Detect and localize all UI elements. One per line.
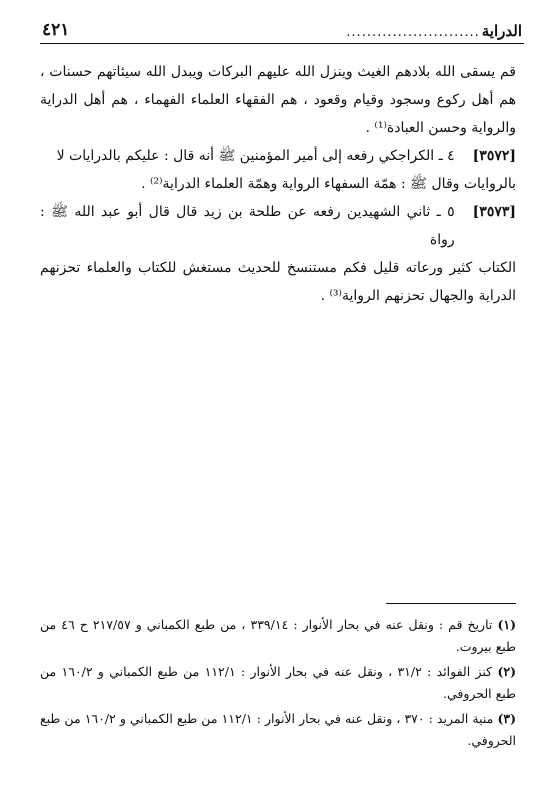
- footnote-text: كنز الفوائد : ٣١/٢ ، ونقل عنه في بحار الأنوار : ١١٢/١ من طبع الكمباني و ١٦٠/٢ من طبع الحروفي.: [40, 664, 516, 701]
- running-title: الدراية: [481, 22, 522, 40]
- footnote-item: [40, 614, 516, 658]
- footnote-item: [40, 708, 516, 752]
- footnote-label: (١): [497, 617, 517, 632]
- footnote-label: (٢): [497, 664, 517, 679]
- footnote-separator: [386, 603, 516, 604]
- header-rule: [40, 43, 524, 44]
- entry-number: [٣٥٧٢]: [472, 148, 516, 164]
- entry-head: [40, 142, 516, 170]
- running-header: [42, 18, 522, 40]
- footnotes: [40, 614, 516, 755]
- footnote-text: تاريخ قم : ونقل عنه في بحار الأنوار : ٣٣٩/١٤ ، من طبع الكمباني و ٢١٧/٥٧ ح ٤٦ من طبع بيروت.: [40, 617, 516, 654]
- header-title-group: [346, 22, 522, 40]
- paragraph: قم يسقى الله بلادهم الغيث وينزل الله عليهم البركات ويبدل الله سيئاتهم حسنات ، هم أهل ركوع وسجود وقيام وقعود ، هم الفقهاء العلماء الفهماء ، هم أهل الدراية والرواية وحسن العبادة⁽¹⁾ .: [40, 64, 516, 136]
- footnote-text: منية المريد : ٣٧٠ ، ونقل عنه في بحار الأنوار : ١١٢/١ من طبع الكمباني و ١٦٠/٢ من طبع الحروفي.: [40, 711, 516, 748]
- leader-dots: ..........................: [346, 25, 480, 40]
- entry-number: [٣٥٧٣]: [472, 204, 516, 220]
- entry-continuation: الكتاب كثير ورعاته قليل فكم مستنسخ للحديث مستغش للكتاب والعلماء تحزنهم الدراية والجهال تحزنهم الرواية⁽³⁾ .: [40, 260, 516, 304]
- page-number: ٤٢١: [42, 20, 70, 40]
- entry-head: [40, 198, 516, 254]
- entry-continuation: بالروايات وقال ﷺ : همّة السفهاء الرواية وهمّة العلماء الدراية⁽²⁾ .: [141, 176, 516, 192]
- footnote-item: [40, 661, 516, 705]
- entry-first-line: ٤ ـ الكراجكي رفعه إلى أمير المؤمنين ﷺ أنه قال : عليكم بالدرايات لا: [56, 148, 455, 164]
- entry-first-line: ٥ ـ ثاني الشهيدين رفعه عن طلحة بن زيد قال قال أبو عبد الله ﷺ : رواة: [40, 204, 455, 248]
- hadith-entry-3572: [40, 142, 516, 198]
- main-text: [40, 58, 516, 310]
- hadith-entry-3573: [40, 198, 516, 310]
- footnote-label: (٣): [497, 711, 516, 726]
